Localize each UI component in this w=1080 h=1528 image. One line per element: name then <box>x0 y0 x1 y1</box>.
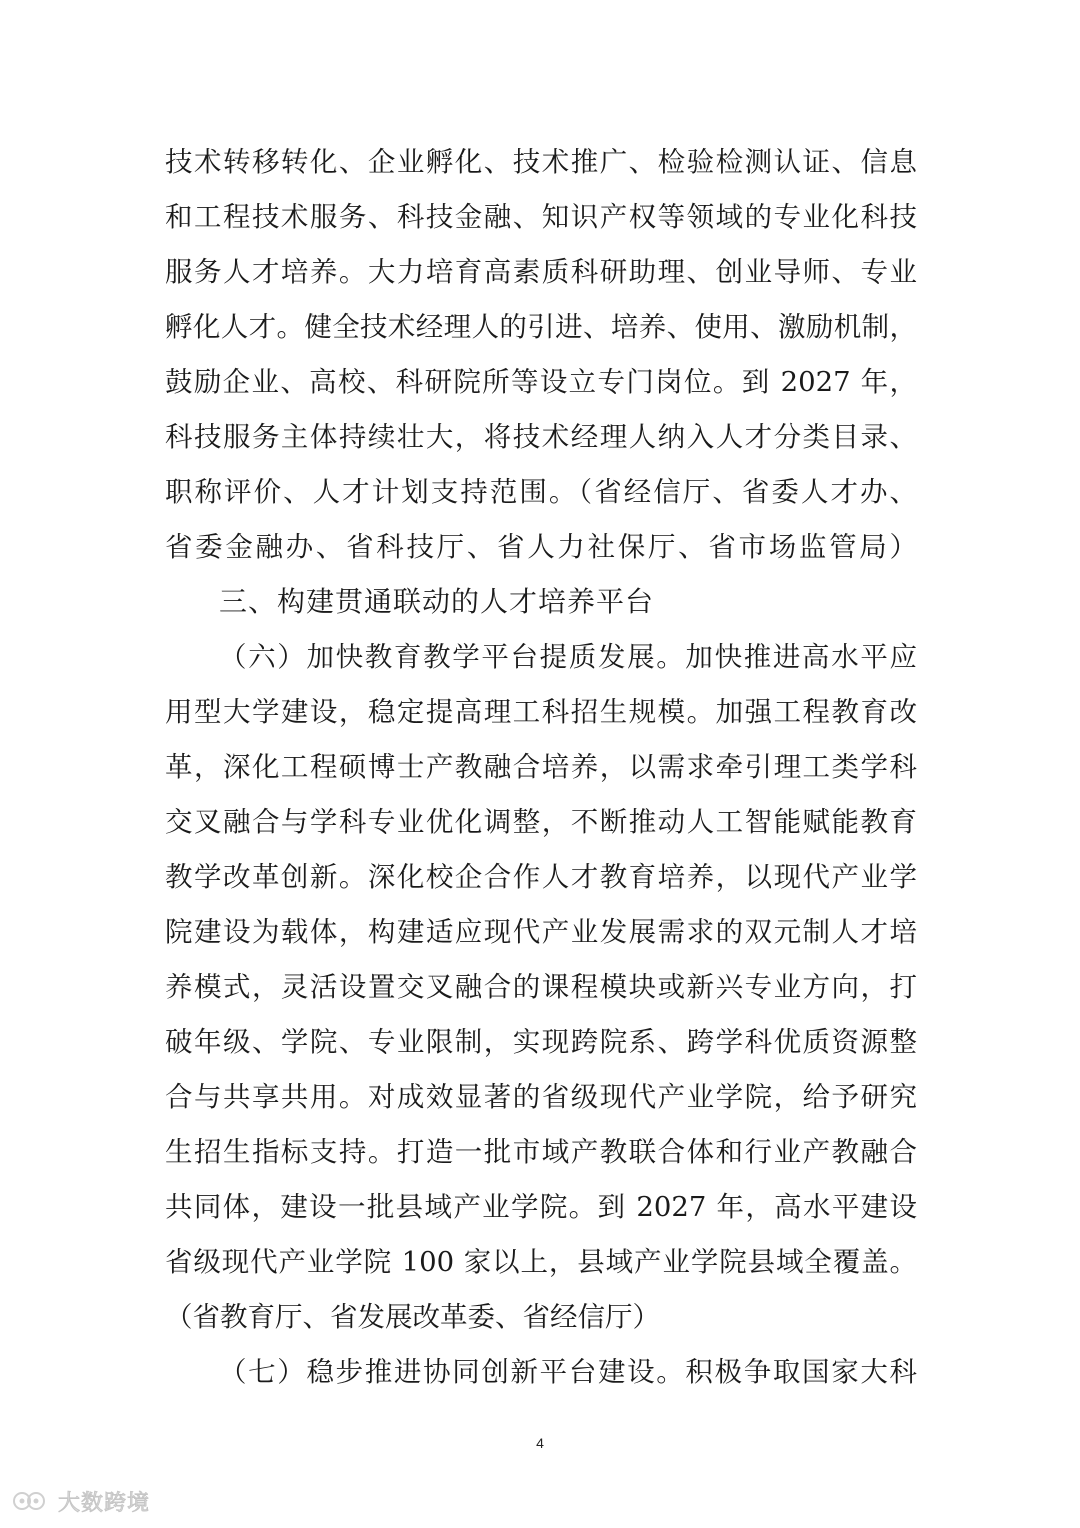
paragraph-six-line: 用型大学建设，稳定提高理工科招生规模。加强工程教育改 <box>165 696 917 728</box>
paragraph-six-line: 院建设为载体，构建适应现代产业发展需求的双元制人才培 <box>165 916 917 948</box>
paragraph-six-line: 生招生指标支持。打造一批市域产教联合体和行业产教融合 <box>165 1136 917 1168</box>
watermark-logo-icon <box>12 1488 52 1514</box>
paragraph-six-line: 教学改革创新。深化校企合作人才教育培养，以现代产业学 <box>165 861 917 893</box>
paragraph-six-line: 交叉融合与学科专业优化调整，不断推动人工智能赋能教育 <box>165 806 917 838</box>
body-line: 科技服务主体持续壮大，将技术经理人纳入人才分类目录、 <box>165 421 917 453</box>
paragraph-six-line: 省级现代产业学院 100 家以上，县域产业学院县域全覆盖。 <box>165 1246 917 1278</box>
paragraph-six-line: 共同体，建设一批县域产业学院。到 2027 年，高水平建设 <box>165 1191 917 1223</box>
page-number: 4 <box>536 1435 544 1451</box>
paragraph-six-line: 合与共享共用。对成效显著的省级现代产业学院，给予研究 <box>165 1081 917 1113</box>
body-line: 技术转移转化、企业孵化、技术推广、检验检测认证、信息 <box>165 146 917 178</box>
paragraph-six-line: 革，深化工程硕博士产教融合培养，以需求牵引理工类学科 <box>165 751 917 783</box>
body-line: 鼓励企业、高校、科研院所等设立专门岗位。到 2027 年， <box>165 366 917 398</box>
watermark-text: 大数跨境 <box>58 1490 151 1516</box>
paragraph-six-line: （六）加快教育教学平台提质发展。加快推进高水平应 <box>219 641 917 673</box>
body-line: 服务人才培养。大力培育高素质科研助理、创业导师、专业 <box>165 256 917 288</box>
watermark <box>12 1486 150 1516</box>
body-line: 职称评价、人才计划支持范围。（省经信厅、省委人才办、 <box>165 476 917 508</box>
paragraph-seven-line: （七）稳步推进协同创新平台建设。积极争取国家大科 <box>219 1356 917 1388</box>
paragraph-six-line: 养模式，灵活设置交叉融合的课程模块或新兴专业方向，打 <box>165 971 917 1003</box>
paragraph-six-line: （省教育厅、省发展改革委、省经信厅） <box>165 1301 660 1333</box>
body-line: 和工程技术服务、科技金融、知识产权等领域的专业化科技 <box>165 201 917 233</box>
body-line: 孵化人才。健全技术经理人的引进、培养、使用、激励机制， <box>165 311 917 343</box>
body-line: 省委金融办、省科技厅、省人力社保厅、省市场监管局） <box>165 531 917 563</box>
paragraph-six-line: 破年级、学院、专业限制，实现跨院系、跨学科优质资源整 <box>165 1026 917 1058</box>
section-heading: 三、构建贯通联动的人才培养平台 <box>219 585 655 618</box>
